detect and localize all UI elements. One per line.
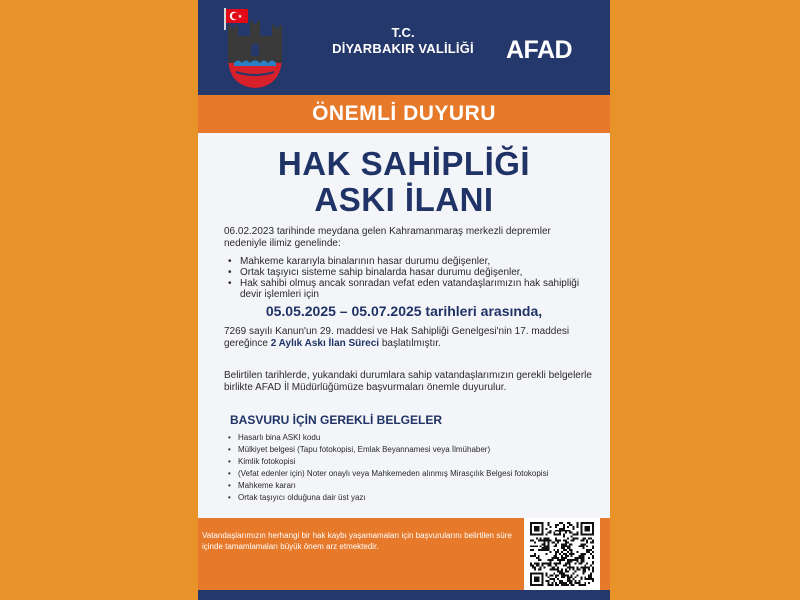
document-item: • (Vefat edenler için) Noter onaylı veya Mahkemeden alınmış Mirasçılık Belgesi fotokopisi [228,468,588,480]
condition-item: • Ortak taşıyıcı sisteme sahip binalarda hasar durumu değişenler, [228,267,588,278]
banner-label: ÖNEMLİ DUYURU [312,102,496,125]
afad-logo: AFAD [506,36,573,64]
condition-item: • Mahkeme kararıyla binalarının hasar durumu değişenler, [228,256,588,267]
announcement-poster [198,0,610,600]
document-item: • Mahkeme kararı [228,480,588,492]
footer-note: Vatandaşlarımızın herhangi bir hak kaybı yaşamamaları için başvurularını belirtilen süre içinde tamamlamaları büyük önem arz etmektedir. [202,531,512,551]
governorship-name: DİYARBAKIR VALİLİĞİ [332,41,474,56]
document-item: • Mülkiyet belgesi (Tapu fotokopisi, Emlak Beyannamesi veya İlmühaber) [228,444,588,456]
qr-code-icon[interactable] [529,522,595,586]
suspension-period-highlight: 2 Aylık Askı İlan Süreci [270,338,380,349]
governorship-emblem-icon [222,6,288,92]
footer-bar [198,590,610,600]
closing-text: Belirtilen tarihlerde, yukandaki durumlara sahip vatandaşlarımızın gerekli belgelerle birlikte AFAD İl Müdürlüğümüze başvurmaları önemle duyurulur. [224,370,592,393]
law-text-before: 7269 sayılı Kanun'un 29. maddesi ve Hak Sahipliği Genelgesi'nin 17. maddesi gereğince [224,326,570,349]
intro-text: 06.02.2023 tarihinde meydana gelen Kahramanmaraş merkezli depremler nedeniyle ilimiz genelinde: [224,226,551,249]
footer [198,518,610,600]
tc-label: T.C. [391,25,415,40]
title-line-2: ASKI İLANI [314,181,494,218]
law-text-after: başlatılmıştır. [379,338,441,349]
header [198,0,610,95]
important-announcement-banner [198,95,610,133]
document-item: • Hasarlı bina ASKI kodu [228,432,588,444]
document-item: • Ortak taşıyıcı olduğuna dair üst yazı [228,492,588,504]
document-item: • Kimlik fotokopisi [228,456,588,468]
date-range: 05.05.2025 – 05.07.2025 tarihleri arasında, [265,303,543,319]
required-documents-list [228,432,588,504]
required-documents-title: BASVURU İÇİN GEREKLİ BELGELER [230,413,443,427]
title-line-1: HAK SAHİPLİĞİ [277,145,531,182]
condition-item: • Hak sahibi olmuş ancak sonradan vefat eden vatandaşlarımızın hak sahipliği devir işlemleri için [228,278,588,300]
qr-code-container[interactable] [524,518,600,590]
law-text [224,326,594,350]
conditions-list [228,256,588,300]
